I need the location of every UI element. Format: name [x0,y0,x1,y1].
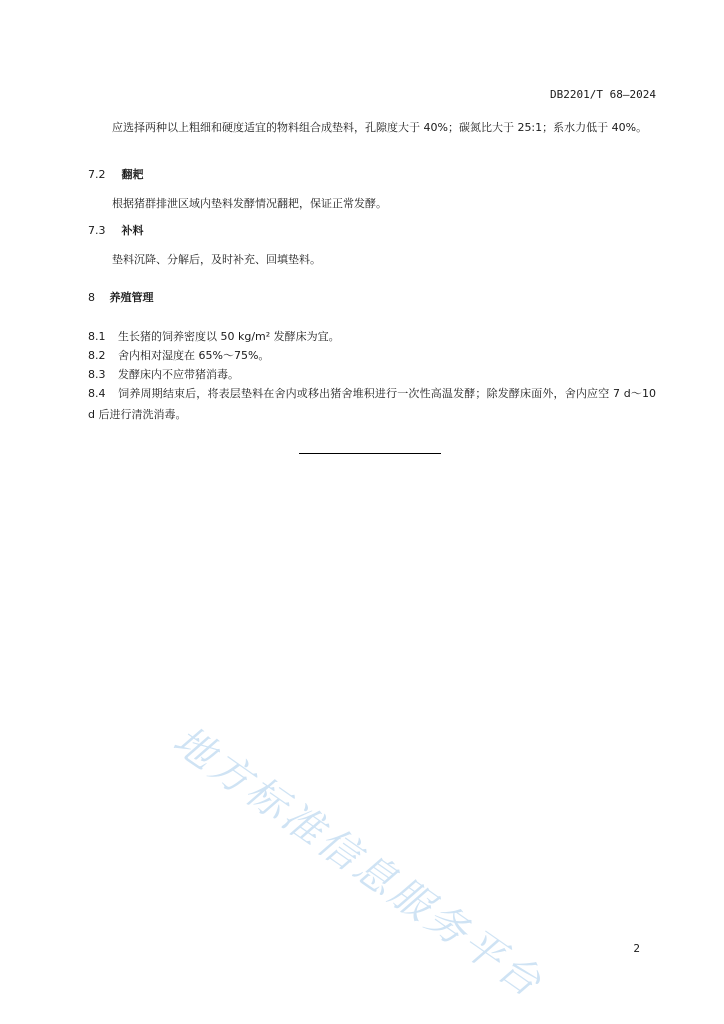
section-7-3-heading [88,220,656,241]
list-item-8-2 [88,345,656,366]
list-item-8-3 [88,364,656,385]
item-number: 8.2 [88,349,106,362]
item-number: 8.4 [88,387,106,400]
section-number: 7.3 [88,224,106,237]
list-item-8-1 [88,326,656,347]
item-text: 生长猪的饲养密度以 50 kg/m² 发酵床为宜。 [118,330,340,343]
end-of-document-rule [299,453,441,454]
section-7-2-heading [88,164,656,185]
section-number: 7.2 [88,168,106,181]
list-item-8-4 [88,383,656,425]
item-number: 8.3 [88,368,106,381]
paragraph-bedding-materials: 应选择两种以上粗细和硬度适宜的物料组合成垫料，孔隙度大于 40%；碳氮比大于 25:1；系水力低于 40%。 [112,121,648,134]
section-title: 养殖管理 [109,291,154,304]
section-number: 8 [88,291,95,304]
item-number: 8.1 [88,330,106,343]
item-text: 发酵床内不应带猪消毒。 [118,368,239,381]
item-text: 舍内相对湿度在 65%～75%。 [118,349,270,362]
watermark: 地方标准信息服务平台 [164,717,552,1008]
section-title: 翻耙 [121,168,144,181]
paragraph-replenish: 垫料沉降、分解后，及时补充、回填垫料。 [112,253,321,266]
page-number: 2 [633,942,640,955]
section-8-heading [88,287,656,308]
section-title: 补料 [121,224,144,237]
document-id-header: DB2201/T 68—2024 [550,88,656,101]
item-text: 饲养周期结束后，将表层垫料在舍内或移出猪舍堆积进行一次性高温发酵；除发酵床面外，舍内应空 7 d～10 d 后进行清洗消毒。 [88,387,656,421]
paragraph-turning: 根据猪群排泄区域内垫料发酵情况翻耙，保证正常发酵。 [112,197,387,210]
